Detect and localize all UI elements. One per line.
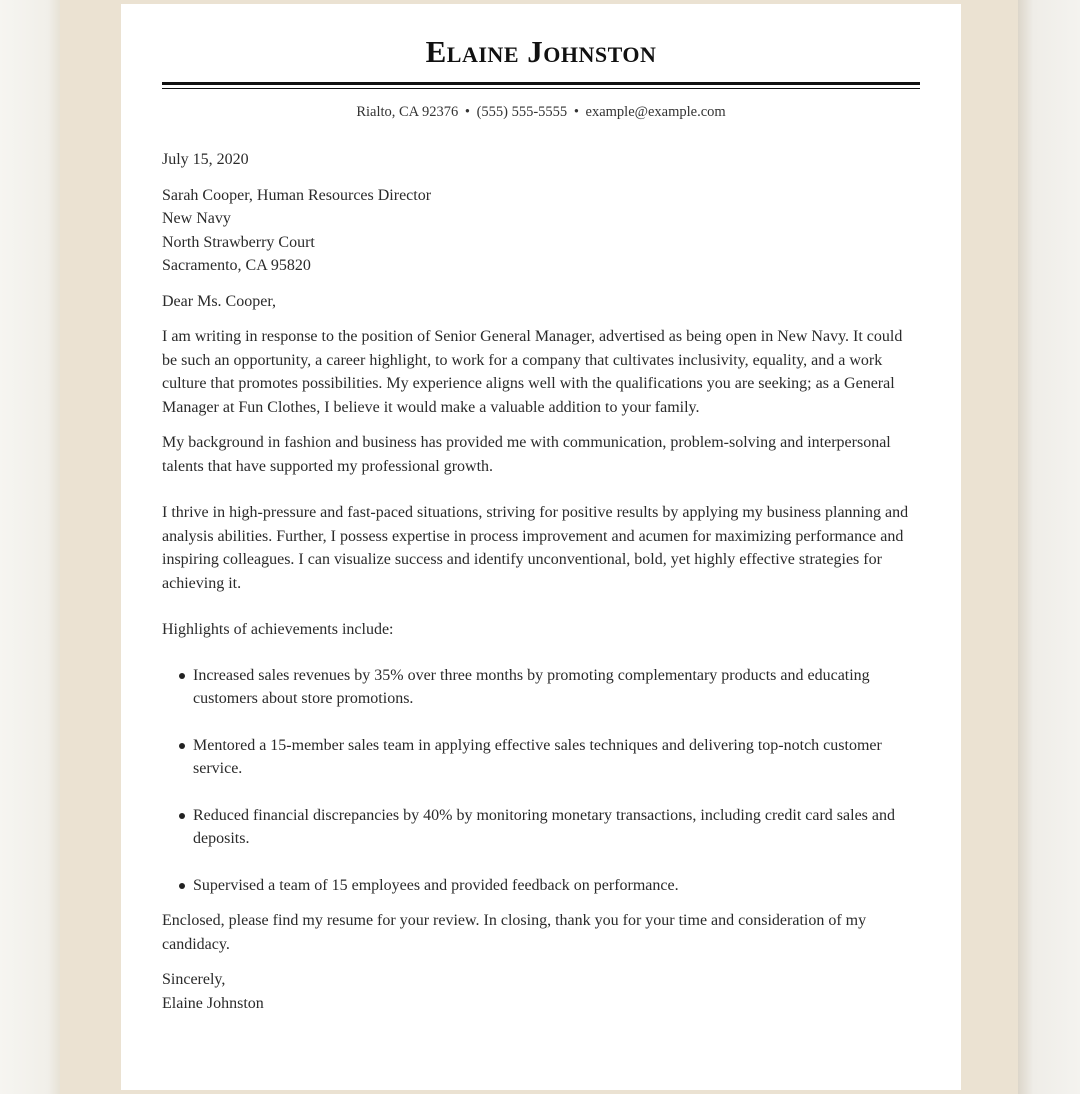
letter-page — [121, 4, 961, 1090]
applicant-name-heading: Elaine Johnston — [425, 34, 657, 69]
achievements-list — [162, 664, 920, 898]
list-item — [162, 664, 920, 711]
body-paragraph: My background in fashion and business has provided me with communication, problem-solving and interpersonal talents that have supported my professional growth. — [162, 434, 891, 475]
recipient-line: Sacramento, CA 95820 — [162, 257, 311, 274]
recipient-line: Sarah Cooper, Human Resources Director — [162, 186, 432, 204]
bullet-icon — [179, 743, 185, 749]
body-paragraph: I am writing in response to the position of Senior General Manager, advertised as being open in New Navy. It could be such an opportunity, a career highlight, to work for a company that cultivates inclusivity, equality, and a work culture that promotes possibilities. My experience aligns well with the qualifications you are seeking; as a General Manager at Fun Clothes, I believe it would make a valuable addition to your family. — [162, 328, 903, 416]
bullet-icon — [179, 673, 185, 679]
contact-phone: (555) 555-5555 — [476, 104, 568, 120]
contact-separator: • — [573, 104, 579, 120]
signature-name: Elaine Johnston — [162, 994, 264, 1012]
highlights-intro: Highlights of achievements include: — [162, 621, 394, 638]
recipient-line: North Strawberry Court — [162, 233, 315, 251]
list-item-text: Reduced financial discrepancies by 40% by monitoring monetary transactions, including credit card sales and deposits. — [193, 806, 895, 847]
contact-address: Rialto, CA 92376 — [356, 104, 459, 120]
recipient-block — [162, 184, 920, 278]
contact-email: example@example.com — [585, 104, 726, 120]
list-item-text: Mentored a 15-member sales team in applying effective sales techniques and delivering top-notch customer service. — [193, 736, 882, 777]
list-item — [162, 734, 920, 781]
right-background-strip — [1018, 0, 1080, 1094]
salutation: Dear Ms. Cooper, — [162, 292, 276, 310]
closing-paragraph: Enclosed, please find my resume for your review. In closing, thank you for your time and consideration of my candidacy. — [162, 912, 867, 953]
bullet-icon — [179, 813, 185, 819]
signoff: Sincerely, — [162, 971, 226, 988]
list-item-text: Increased sales revenues by 35% over three months by promoting complementary products and educating customers about store promotions. — [193, 666, 870, 707]
recipient-line: New Navy — [162, 210, 231, 227]
header-rule-thin — [162, 88, 920, 89]
body-paragraph: I thrive in high-pressure and fast-paced situations, striving for positive results by applying my business planning and analysis abilities. Further, I possess expertise in process improvement and acumen for maximizing performance and inspiring colleagues. I can visualize success and identify unconventional, bold, yet highly effective strategies for achieving it. — [162, 504, 909, 592]
left-background-strip — [0, 0, 60, 1094]
contact-separator: • — [464, 104, 470, 120]
signoff-block — [162, 968, 920, 1015]
list-item — [162, 804, 920, 851]
header-rule-thick — [162, 82, 920, 85]
list-item-text: Supervised a team of 15 employees and provided feedback on performance. — [193, 876, 679, 894]
bullet-icon — [179, 883, 185, 889]
list-item — [162, 874, 920, 898]
contact-line — [162, 103, 920, 121]
letter-date: July 15, 2020 — [162, 151, 249, 168]
